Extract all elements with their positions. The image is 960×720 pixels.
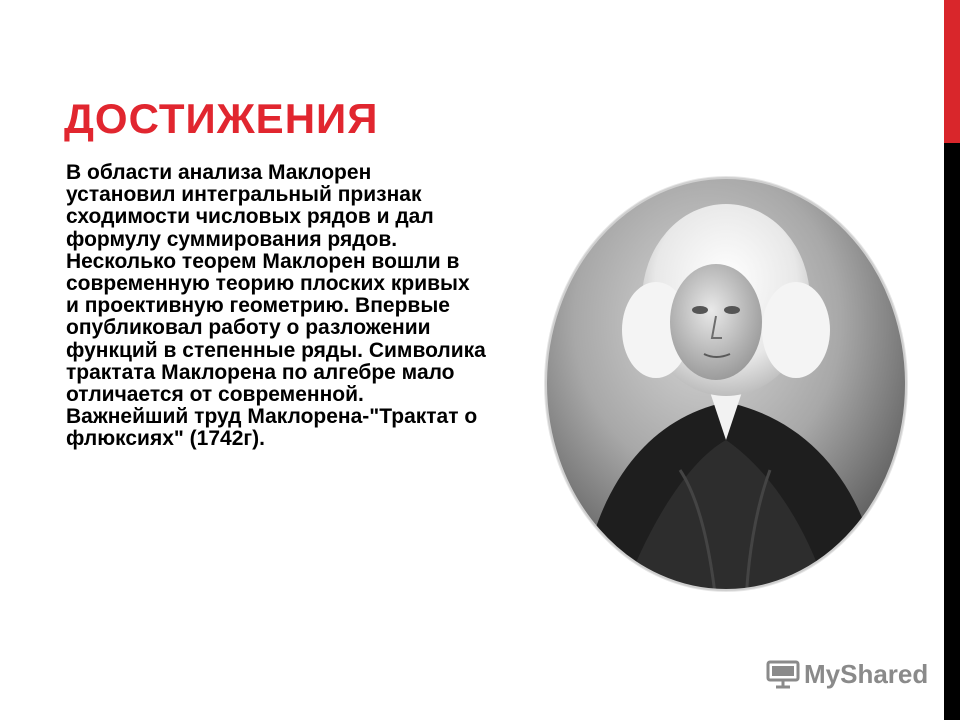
projector-screen-icon xyxy=(766,659,800,689)
watermark-text: MyShared xyxy=(804,659,929,689)
portrait-engraving xyxy=(540,170,912,602)
edge-bar-red xyxy=(944,0,960,143)
slide-body-text: В области анализа Маклорен установил интегральный признак сходимости числовых рядов и дал формулу суммирования рядов. Несколько теорем Маклорен вошли в современную теорию плоских кривых и проективную геометрию. Впервые опубликовал работу о разложении функций в степенные ряды. Символика трактата Маклорена по алгебре мало отличается от современной. Важнейший труд Маклорена-"Трактат о флюксиях" (1742г). xyxy=(66,161,486,451)
slide-title: ДОСТИЖЕНИЯ xyxy=(64,95,379,142)
myshared-watermark xyxy=(766,656,928,692)
